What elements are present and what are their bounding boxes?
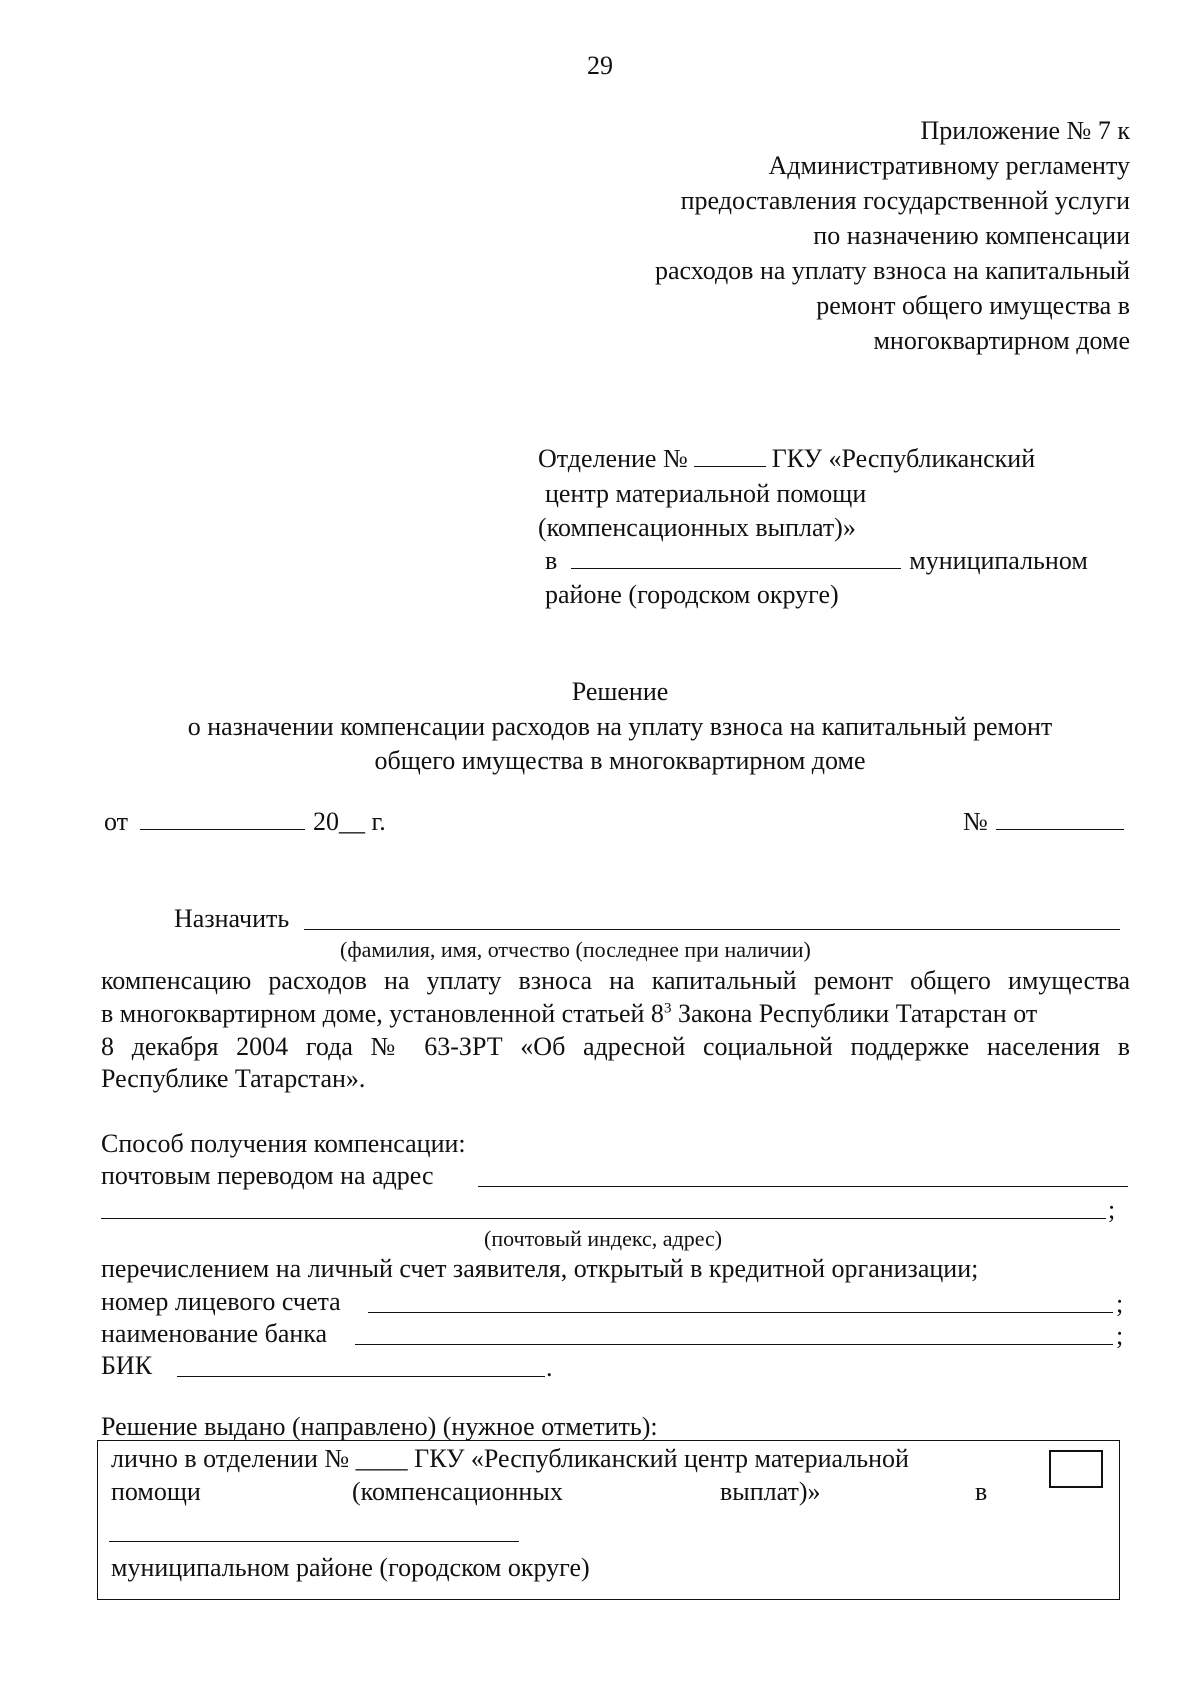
- document-subtitle-2: общего имущества в многоквартирном доме: [374, 746, 866, 775]
- addressee-org: ГКУ «Республиканский: [771, 444, 1036, 473]
- date-row: [104, 806, 386, 837]
- department-number-blank[interactable]: [694, 444, 766, 467]
- number-row: [963, 806, 1124, 837]
- addressee-prefix: Отделение №: [538, 444, 688, 473]
- district-blank[interactable]: [571, 546, 901, 569]
- appendix-line: Приложение № 7 к: [920, 116, 1130, 145]
- addressee-line-4: [545, 545, 1088, 576]
- addressee-line-2: центр материальной помощи: [545, 479, 867, 508]
- issued-line-2d: в: [975, 1477, 988, 1506]
- superscript: 3: [663, 1000, 672, 1017]
- assign-body-text: в многоквартирном доме, установленной статьей 8: [101, 999, 664, 1028]
- issued-line-3: муниципальном районе (городском округе): [111, 1553, 590, 1582]
- assign-body-text: Закона Республики Татарстан от: [671, 999, 1038, 1028]
- appendix-line: Административному регламенту: [768, 151, 1130, 180]
- appendix-header: [560, 113, 1130, 358]
- account-number-blank[interactable]: [368, 1312, 1113, 1313]
- issued-heading: Решение выдано (направлено) (нужное отметить):: [101, 1412, 658, 1441]
- assign-body-line-3: 8 декабря 2004 года № 63-ЗРТ «Об адресной социальной поддержке населения в: [101, 1032, 1130, 1061]
- decision-number-blank[interactable]: [996, 807, 1124, 830]
- appendix-line: ремонт общего имущества в: [816, 291, 1130, 320]
- postal-end: ;: [1108, 1195, 1116, 1224]
- fullname-blank[interactable]: [304, 929, 1120, 930]
- assign-body-line-2: [101, 998, 1130, 1029]
- bik-end: .: [546, 1353, 553, 1382]
- document-subtitle-1: о назначении компенсации расходов на уплату взноса на капитальный ремонт: [187, 712, 1053, 741]
- assign-body-line-4: Республике Татарстан».: [101, 1064, 366, 1093]
- addressee-line-5: районе (городском округе): [545, 580, 839, 609]
- postal-label: почтовым переводом на адрес: [101, 1161, 434, 1190]
- addressee-in: в: [545, 546, 558, 575]
- appendix-line: расходов на уплату взноса на капитальный: [654, 256, 1130, 285]
- assign-label: Назначить: [174, 904, 290, 933]
- appendix-line: по назначению компенсации: [813, 221, 1130, 250]
- transfer-label: перечислением на личный счет заявителя, открытый в кредитной организации;: [101, 1254, 979, 1283]
- year-label: 20__ г.: [313, 807, 386, 836]
- assign-body-line-1: компенсацию расходов на уплату взноса на капитальный ремонт общего имущества: [101, 966, 1130, 995]
- number-label: №: [963, 807, 988, 836]
- bank-label: наименование банка: [101, 1319, 328, 1348]
- page-number: 29: [587, 51, 613, 80]
- bank-end: ;: [1116, 1321, 1124, 1350]
- appendix-line: многоквартирном доме: [873, 326, 1130, 355]
- bank-name-blank[interactable]: [355, 1344, 1113, 1345]
- addressee-line-3: (компенсационных выплат)»: [538, 513, 856, 542]
- issued-line-1: лично в отделении № ____ ГКУ «Республиканский центр материальной: [111, 1444, 909, 1473]
- bik-label: БИК: [101, 1351, 153, 1380]
- method-heading: Способ получения компенсации:: [101, 1129, 466, 1158]
- account-end: ;: [1116, 1289, 1124, 1318]
- from-label: от: [104, 807, 129, 836]
- addressee-line-1: [538, 443, 1035, 474]
- bik-blank[interactable]: [177, 1376, 545, 1377]
- issued-line-2c: выплат)»: [720, 1477, 821, 1506]
- issued-checkbox[interactable]: [1049, 1450, 1103, 1488]
- postal-address-blank-2[interactable]: [101, 1218, 1106, 1219]
- document-title: Решение: [571, 677, 669, 706]
- postal-caption: (почтовый индекс, адрес): [484, 1226, 723, 1251]
- fullname-caption: (фамилия, имя, отчество (последнее при наличии): [340, 937, 811, 962]
- issued-district-blank[interactable]: [109, 1541, 519, 1542]
- date-blank[interactable]: [140, 807, 305, 830]
- postal-address-blank-1[interactable]: [478, 1186, 1128, 1187]
- addressee-municipal: муниципальном: [909, 546, 1088, 575]
- account-label: номер лицевого счета: [101, 1287, 341, 1316]
- issued-line-2b: (компенсационных: [352, 1477, 563, 1506]
- issued-line-2a: помощи: [111, 1477, 201, 1506]
- appendix-line: предоставления государственной услуги: [680, 186, 1130, 215]
